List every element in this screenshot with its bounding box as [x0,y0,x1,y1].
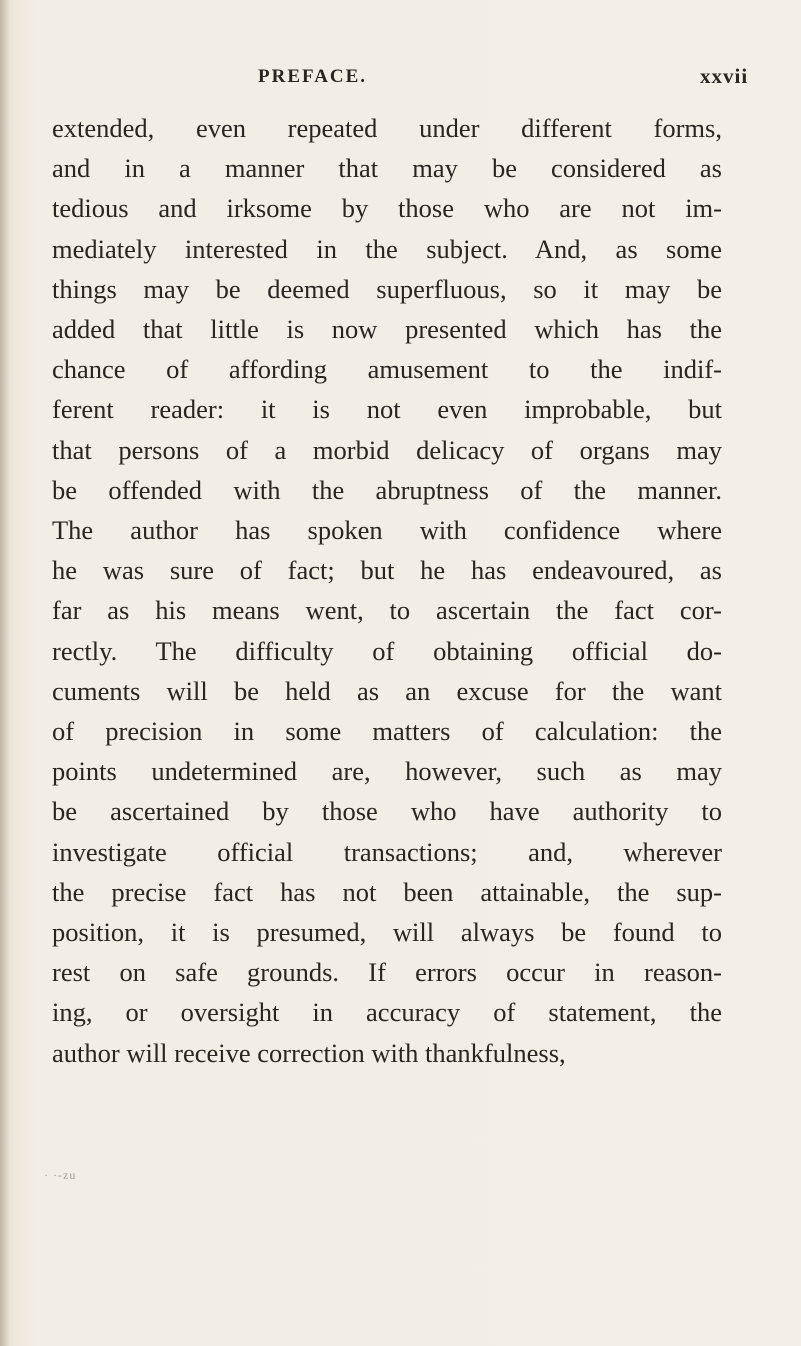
text-line: be ascertained by those who have authority to [52,796,722,827]
text-line: of precision in some matters of calculation: the [52,716,722,747]
text-line: author will receive correction with thankfulness, [52,1037,566,1068]
text-line: cuments will be held as an excuse for the want [52,675,722,706]
text-line: ferent reader: it is not even improbable, but [52,394,722,425]
text-line: mediately interested in the subject. And, as some [52,233,722,264]
text-line: the precise fact has not been attainable, the sup- [52,876,722,907]
body-text [52,108,722,1073]
text-line: that persons of a morbid delicacy of organs may [52,434,722,465]
text-line: chance of affording amusement to the indif- [52,354,722,385]
text-line: things may be deemed superfluous, so it may be [52,273,722,304]
page-gutter-shadow [0,0,10,1346]
text-line: points undetermined are, however, such as may [52,756,722,787]
text-line: extended, even repeated under different forms, [52,113,722,143]
text-line: investigate official transactions; and, wherever [52,836,722,867]
text-line: rectly. The difficulty of obtaining official do- [52,635,722,666]
running-head: PREFACE. [258,66,368,87]
text-line: tedious and irksome by those who are not im- [52,193,722,224]
text-line: rest on safe grounds. If errors occur in reason- [52,957,722,988]
text-line: he was sure of fact; but he has endeavoured, as [52,555,722,586]
text-line: The author has spoken with confidence where [52,515,722,546]
footer-mark: · ·-zu [44,1168,77,1182]
text-line: and in a manner that may be considered as [52,153,722,184]
text-line: position, it is presumed, will always be found to [52,917,722,948]
text-line: added that little is now presented which has the [52,314,722,345]
text-line: ing, or oversight in accuracy of statement, the [52,997,722,1028]
text-line: be offended with the abruptness of the manner. [52,474,722,505]
page-number: xxvii [700,64,749,88]
page-header [0,66,801,96]
text-line: far as his means went, to ascertain the fact cor- [52,595,722,626]
